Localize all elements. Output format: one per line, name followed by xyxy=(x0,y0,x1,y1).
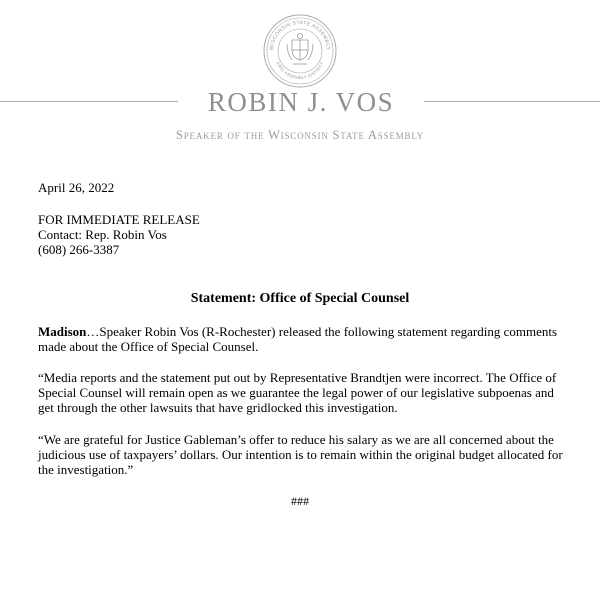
statement-title: Statement: Office of Special Counsel xyxy=(190,291,410,306)
phone-line: (608) 266-3387 xyxy=(38,242,120,257)
document-date: April 26, 2022 xyxy=(38,180,115,195)
letterhead-name xyxy=(178,80,424,124)
intro-text: …Speaker Robin Vos (R-Rochester) released the following statement regarding comments made about the Office of Special Counsel. xyxy=(38,324,558,354)
seal-top-text: WISCONSIN STATE ASSEMBLY xyxy=(268,19,332,51)
letterhead-rule-left xyxy=(0,101,178,102)
contact-line: Contact: Rep. Robin Vos xyxy=(38,227,167,242)
end-mark: ### xyxy=(291,494,309,508)
dateline: Madison xyxy=(38,324,87,339)
paragraph-3: “We are grateful for Justice Gableman’s offer to reduce his salary as we are all concerned about the judicious use of taxpayers’ dollars. Our intention is to remain within the original budget allocated for the investigation.” xyxy=(38,432,563,477)
intro-paragraph xyxy=(38,324,568,354)
letterhead-subtitle: Speaker of the Wisconsin State Assembly xyxy=(175,128,425,142)
letterhead-rule-right xyxy=(424,101,600,102)
paragraph-2: “Media reports and the statement put out by Representative Brandtjen were incorrect. The Office of Special Counsel will remain open as we guarantee the legal power of our legislative subpoenas and get through the other lawsuits that have gridlocked this investigation. xyxy=(38,370,557,415)
release-label: FOR IMMEDIATE RELEASE xyxy=(38,212,200,227)
release-info xyxy=(38,212,568,257)
assembly-seal xyxy=(263,14,337,88)
letterhead-name-text: ROBIN J. VOS xyxy=(207,87,395,117)
seal-bottom-text: 63RD ASSEMBLY DISTRICT xyxy=(275,60,325,81)
